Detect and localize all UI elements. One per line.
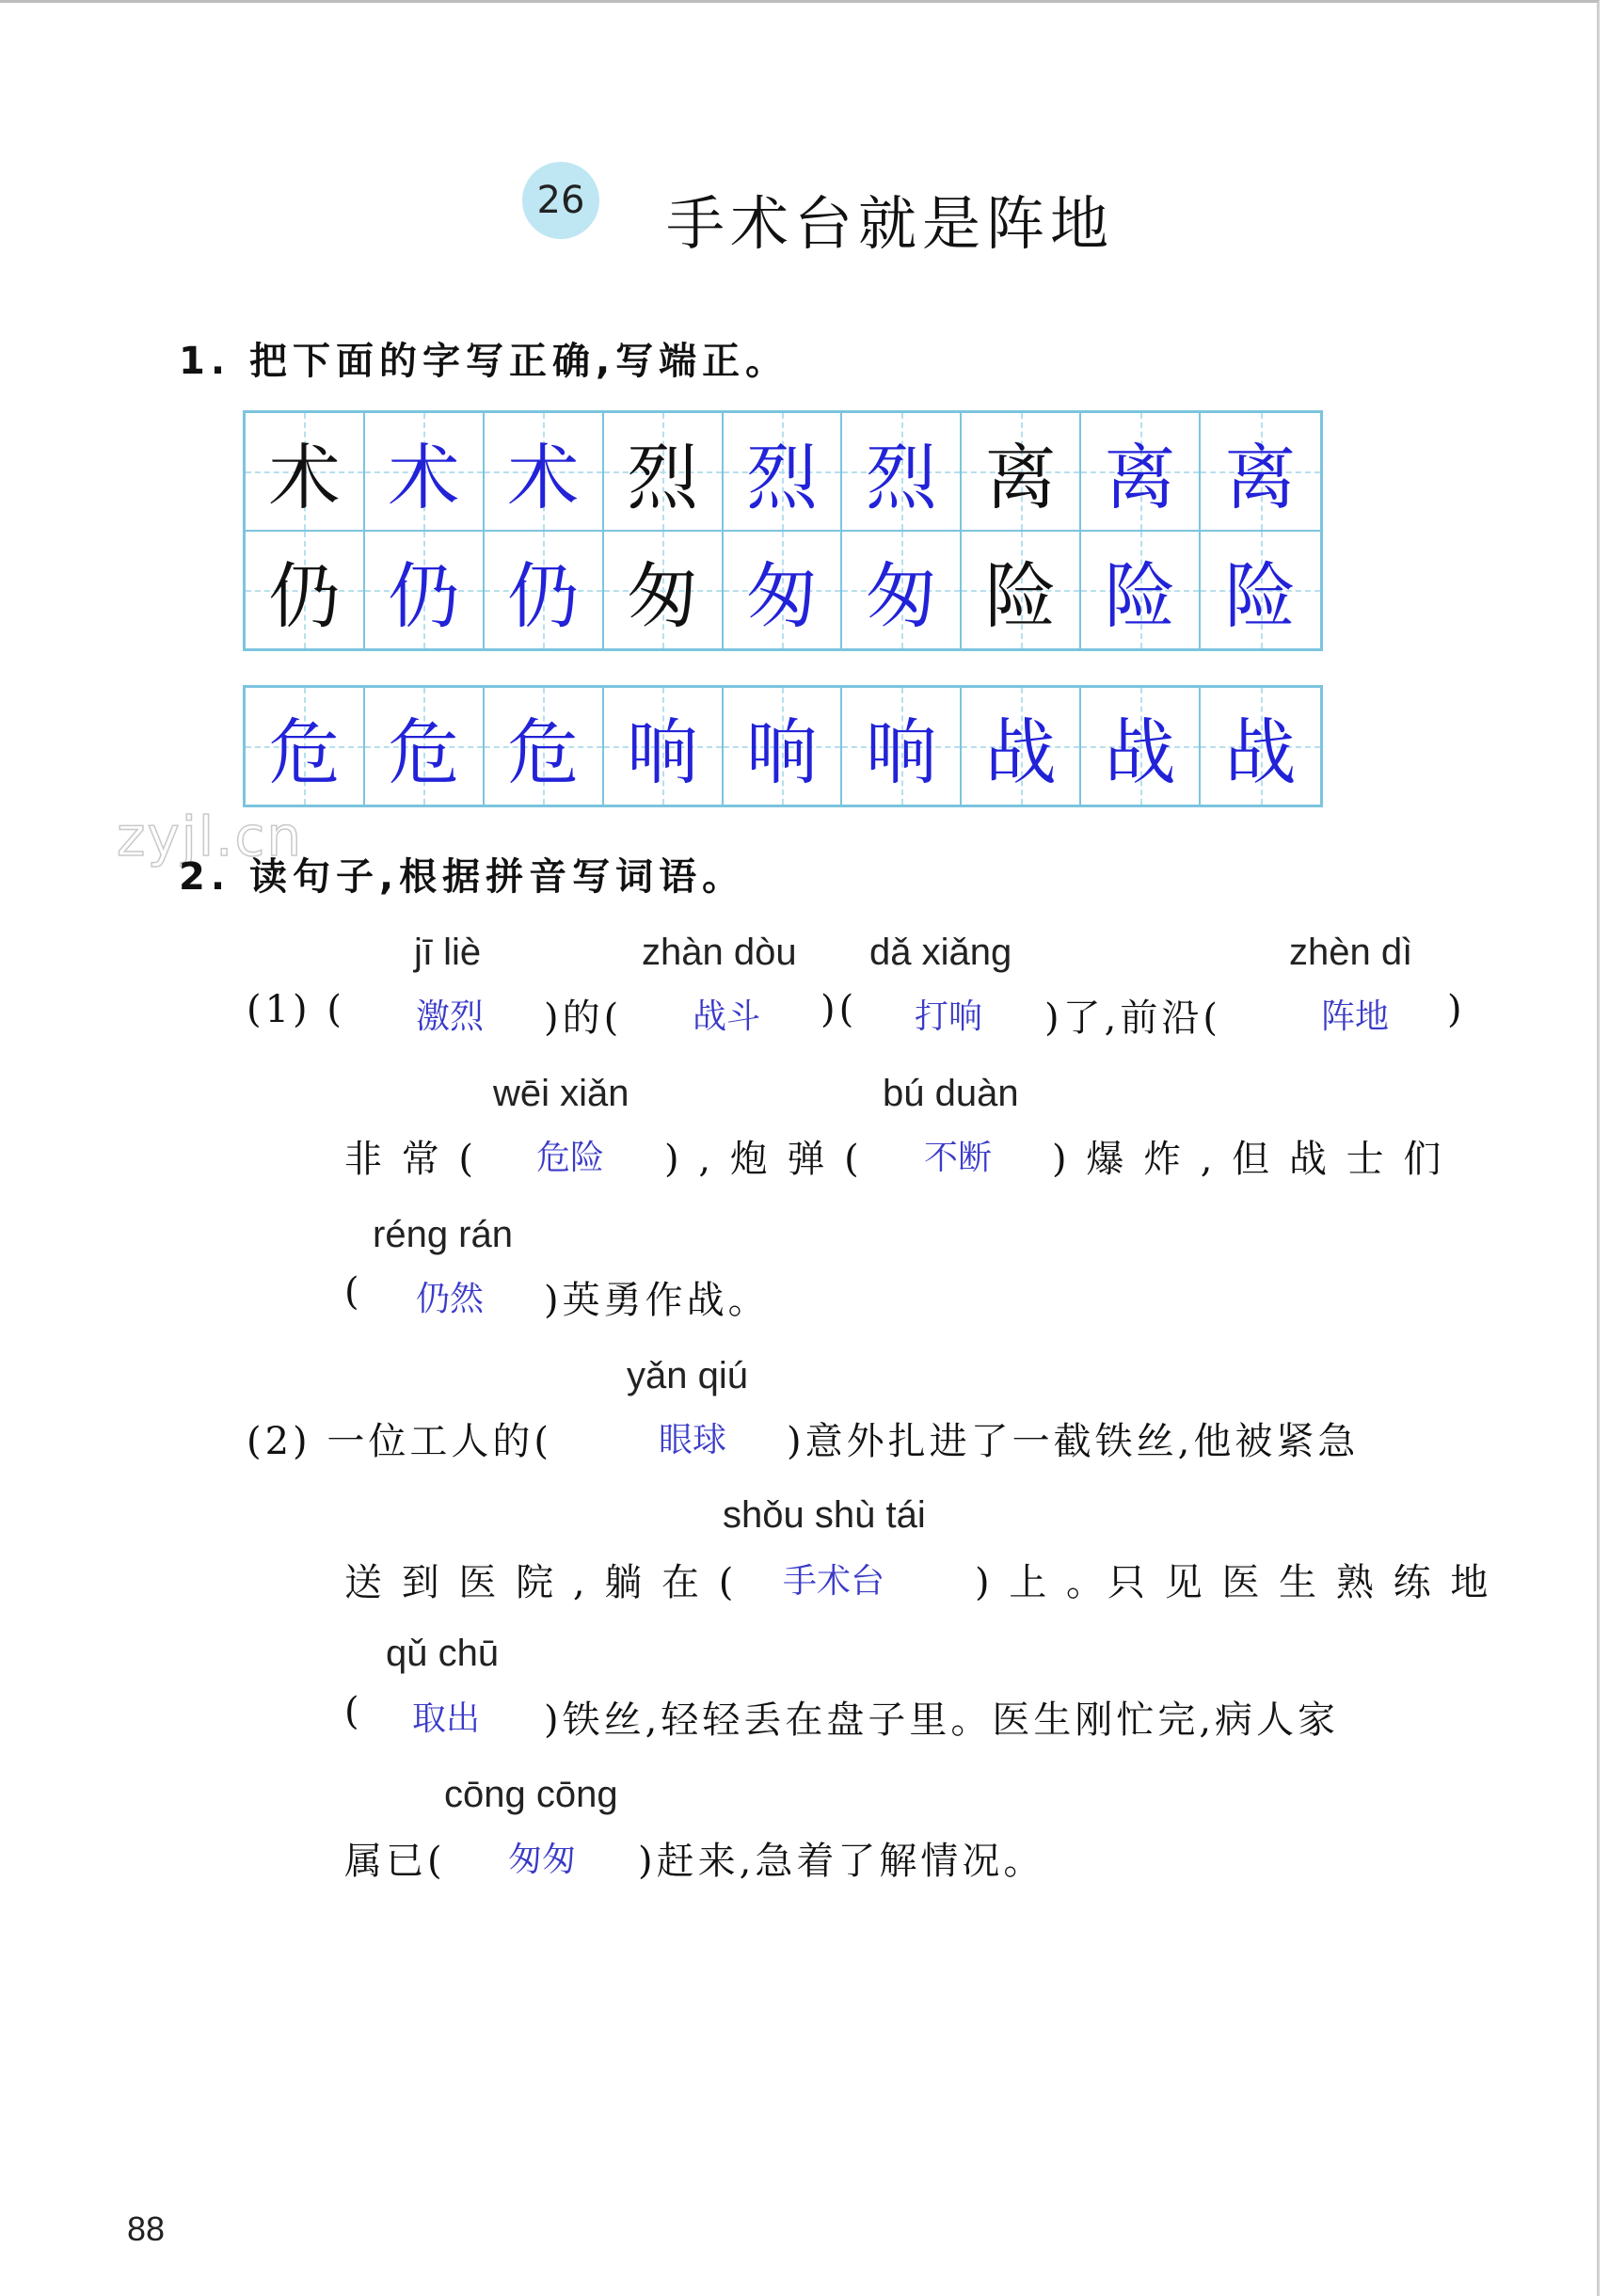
- sentence-1-line-1-part-a: (1) (: [247, 988, 345, 1031]
- page-number: 88: [127, 2209, 166, 2248]
- pinyin-zhan-dou: zhàn dòu: [642, 932, 797, 973]
- sentence-1-line-2-part-b: ) , 炮 弹 (: [664, 1138, 863, 1181]
- grid-char: 险: [1104, 553, 1176, 638]
- grid-cell: [962, 413, 1081, 532]
- writing-grid-b: [243, 685, 1323, 807]
- answer-zhendi[interactable]: 阵地: [1321, 997, 1390, 1036]
- grid-cell: [246, 532, 365, 648]
- grid-cell[interactable]: [724, 413, 843, 532]
- grid-cell[interactable]: [1201, 413, 1320, 532]
- sentence-2-line-3-part-a: (: [344, 1690, 363, 1733]
- grid-char: 术: [268, 435, 341, 519]
- grid-cell[interactable]: [365, 688, 485, 805]
- answer-zhandou[interactable]: 战斗: [693, 997, 761, 1036]
- grid-char: 危: [268, 710, 341, 794]
- page-title: 手术台就是阵地: [666, 189, 1115, 258]
- grid-cell[interactable]: [246, 688, 365, 805]
- pinyin-ji-lie: jī liè: [414, 932, 482, 973]
- sentence-1-line-2-part-a: 非 常 (: [344, 1138, 478, 1181]
- answer-weixian[interactable]: 危险: [536, 1139, 605, 1177]
- sentence-1-line-1-part-b: )的(: [544, 997, 623, 1040]
- grid-char: 险: [1224, 553, 1297, 638]
- answer-shoushutai[interactable]: 手术台: [783, 1562, 885, 1601]
- grid-char: 烈: [745, 435, 818, 519]
- grid-cell: [962, 532, 1081, 648]
- grid-cell[interactable]: [1081, 413, 1201, 532]
- grid-char: 烈: [627, 435, 699, 519]
- answer-daxiang[interactable]: 打响: [915, 997, 983, 1036]
- sentence-1-line-3-part-b: )英勇作战。: [544, 1279, 770, 1322]
- grid-char: 仍: [388, 553, 460, 638]
- answer-quchu[interactable]: 取出: [412, 1699, 481, 1738]
- question-2-heading: 2. 读句子,根据拼音写词语。: [179, 855, 746, 899]
- grid-cell[interactable]: [842, 688, 962, 805]
- grid-cell[interactable]: [1081, 532, 1201, 648]
- grid-char: 险: [984, 553, 1057, 638]
- grid-char: 离: [984, 435, 1057, 519]
- grid-cell[interactable]: [485, 688, 604, 805]
- grid-cell[interactable]: [962, 688, 1081, 805]
- pinyin-zhen-di: zhèn dì: [1289, 932, 1413, 973]
- grid-cell[interactable]: [365, 413, 485, 532]
- grid-cell[interactable]: [724, 688, 843, 805]
- grid-cell[interactable]: [842, 413, 962, 532]
- answer-jilie[interactable]: 激烈: [416, 997, 485, 1036]
- sentence-2-line-2-part-b: ) 上 。只 见 医 生 熟 练 地: [975, 1561, 1492, 1604]
- grid-char: 离: [1224, 435, 1297, 519]
- pinyin-bu-duan: bú duàn: [883, 1073, 1019, 1114]
- grid-cell[interactable]: [485, 532, 604, 648]
- sentence-1-line-1-part-d: )了,前沿(: [1044, 997, 1221, 1040]
- answer-rengran[interactable]: 仍然: [416, 1280, 485, 1318]
- watermark: zyjl.cn: [117, 805, 304, 869]
- sentence-2-line-2-part-a: 送 到 医 院 , 躺 在 (: [344, 1561, 738, 1604]
- grid-char: 术: [388, 435, 460, 519]
- answer-congcong[interactable]: 匆匆: [508, 1841, 577, 1879]
- grid-cell[interactable]: [1201, 532, 1320, 648]
- grid-char: 仍: [507, 553, 580, 638]
- sentence-2-line-3-part-b: )铁丝,轻轻丢在盘子里。医生刚忙完,病人家: [544, 1698, 1340, 1742]
- grid-char: 离: [1104, 435, 1176, 519]
- grid-char: 匆: [627, 553, 699, 638]
- grid-cell[interactable]: [842, 532, 962, 648]
- grid-char: 术: [507, 435, 580, 519]
- grid-cell[interactable]: [724, 532, 843, 648]
- grid-cell[interactable]: [1201, 688, 1320, 805]
- grid-char: 战: [1224, 710, 1297, 794]
- writing-grid-a: [243, 410, 1323, 651]
- grid-char: 危: [388, 710, 460, 794]
- sentence-2-line-1-part-a: (2) 一位工人的(: [247, 1420, 552, 1463]
- sentence-2-line-1-part-b: )意外扎进了一截铁丝,他被紧急: [787, 1420, 1360, 1463]
- sentence-2-line-4-part-a: 属已(: [344, 1840, 446, 1883]
- grid-char: 响: [865, 710, 937, 794]
- grid-cell[interactable]: [365, 532, 485, 648]
- answer-buduan[interactable]: 不断: [924, 1139, 993, 1177]
- pinyin-reng-ran: réng rán: [373, 1214, 513, 1255]
- answer-yanqiu[interactable]: 眼球: [659, 1421, 727, 1459]
- sentence-2-line-4-part-b: )赶来,急着了解情况。: [638, 1840, 1045, 1883]
- grid-cell[interactable]: [485, 413, 604, 532]
- grid-char: 战: [984, 710, 1057, 794]
- grid-char: 危: [507, 710, 580, 794]
- grid-char: 响: [745, 710, 818, 794]
- grid-char: 仍: [268, 553, 341, 638]
- sentence-1-line-1-part-c: )(: [820, 988, 858, 1031]
- pinyin-da-xiang: dǎ xiǎng: [869, 932, 1012, 973]
- grid-cell: [246, 413, 365, 532]
- sentence-1-line-2-part-c: ) 爆 炸 , 但 战 士 们: [1052, 1138, 1445, 1181]
- pinyin-cong-cong: cōng cōng: [444, 1774, 618, 1815]
- grid-char: 匆: [745, 553, 818, 638]
- pinyin-yan-qiu: yǎn qiú: [627, 1355, 748, 1396]
- sentence-1-line-3-part-a: (: [344, 1270, 363, 1314]
- lesson-number-badge: 26: [522, 162, 599, 239]
- grid-cell[interactable]: [604, 688, 724, 805]
- grid-cell: [604, 413, 724, 532]
- grid-char: 匆: [865, 553, 937, 638]
- question-1-heading: 1. 把下面的字写正确,写端正。: [179, 340, 789, 383]
- pinyin-shou-shu-tai: shǒu shù tái: [723, 1494, 926, 1536]
- pinyin-qu-chu: qǔ chū: [386, 1633, 500, 1674]
- pinyin-wei-xian: wēi xiǎn: [493, 1073, 629, 1114]
- sentence-1-line-1-part-e: ): [1447, 988, 1466, 1031]
- grid-char: 响: [627, 710, 699, 794]
- grid-cell: [604, 532, 724, 648]
- grid-char: 战: [1104, 710, 1176, 794]
- grid-char: 烈: [865, 435, 937, 519]
- grid-cell[interactable]: [1081, 688, 1201, 805]
